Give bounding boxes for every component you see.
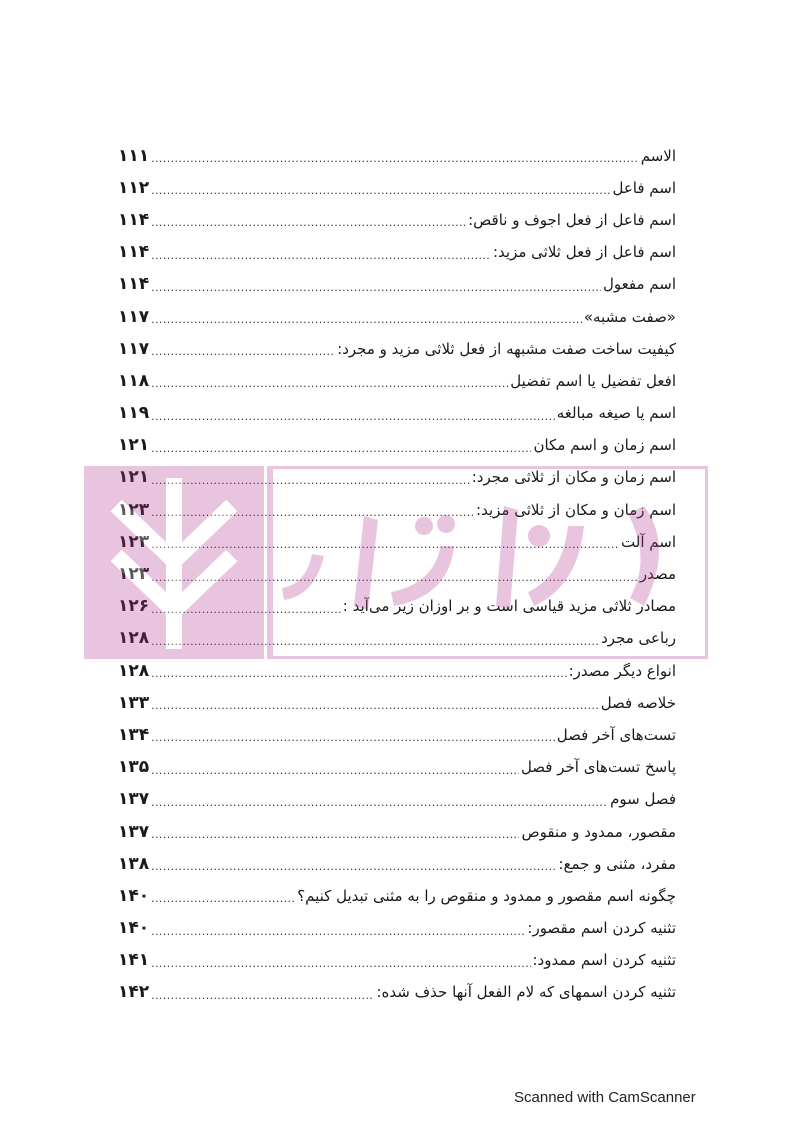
toc-page-number: ۱۱۷ <box>118 338 150 359</box>
toc-page-number: ۱۱۴ <box>118 209 150 230</box>
toc-dot-leader <box>151 212 466 228</box>
toc-entry-title: چگونه اسم مقصور و ممدود و منقوص را به مثنی تبدیل کنیم؟ <box>297 886 676 905</box>
scanner-footer: Scanned with CamScanner <box>514 1089 696 1106</box>
toc-page-number: ۱۴۰ <box>118 918 150 939</box>
toc-dot-leader <box>151 824 519 840</box>
toc-dot-leader <box>151 760 519 776</box>
toc-entry <box>118 301 676 333</box>
toc-dot-leader <box>151 180 610 196</box>
toc-dot-leader <box>151 373 508 389</box>
toc-page-number: ۱۲۱ <box>118 467 150 488</box>
toc-page-number: ۱۳۴ <box>118 724 150 745</box>
toc-entry-title: رباعی مجرد <box>601 629 676 648</box>
toc-dot-leader <box>151 438 531 454</box>
toc-entry <box>118 784 676 816</box>
toc-page-number: ۱۱۹ <box>118 403 150 424</box>
toc-page-number: ۱۲۳ <box>118 564 150 585</box>
toc-entry-title: اسم زمان و مکان از ثلاثی مزید: <box>476 500 676 519</box>
toc-page-number: ۱۱۱ <box>118 145 150 166</box>
toc-page-number: ۱۴۰ <box>118 885 150 906</box>
toc-dot-leader <box>151 921 525 937</box>
toc-entry <box>118 913 676 945</box>
toc-entry <box>118 719 676 751</box>
toc-entry <box>118 365 676 397</box>
toc-entry-title: کیفیت ساخت صفت مشبهه از فعل ثلاثی مزید و مجرد: <box>337 339 676 358</box>
toc-entry-title: پاسخ تست‌های آخر فصل <box>520 758 676 777</box>
toc-dot-leader <box>151 245 491 261</box>
toc-entry-title: اسم فاعل از فعل اجوف و ناقص: <box>468 210 676 229</box>
table-of-contents <box>118 140 676 1009</box>
toc-page-number: ۱۳۳ <box>118 692 150 713</box>
toc-entry <box>118 816 676 848</box>
toc-dot-leader <box>151 277 601 293</box>
toc-entry <box>118 237 676 269</box>
toc-entry <box>118 623 676 655</box>
toc-entry-title: خلاصه فصل <box>600 693 676 712</box>
toc-entry-title: اسم زمان و مکان از ثلاثی مجرد: <box>471 468 676 487</box>
toc-entry <box>118 848 676 880</box>
toc-entry-title: مصادر ثلاثی مزید قیاسی است و بر اوزان زیر می‌آید : <box>342 597 676 616</box>
toc-entry <box>118 977 676 1009</box>
toc-entry <box>118 398 676 430</box>
toc-entry-title: تثنیه کردن اسمهای که لام الفعل آنها حذف شده: <box>376 983 676 1002</box>
toc-page-number: ۱۱۴ <box>118 274 150 295</box>
toc-entry-title: اسم فاعل از فعل ثلاثی مزید: <box>492 243 676 262</box>
toc-dot-leader <box>151 985 374 1001</box>
toc-page-number: ۱۲۳ <box>118 499 150 520</box>
toc-dot-leader <box>151 470 470 486</box>
toc-page-number: ۱۱۲ <box>118 177 150 198</box>
toc-page-number: ۱۲۳ <box>118 531 150 552</box>
toc-page-number: ۱۲۸ <box>118 660 150 681</box>
toc-dot-leader <box>151 663 566 679</box>
toc-dot-leader <box>151 953 530 969</box>
toc-entry-title: اسم مفعول <box>603 275 676 294</box>
toc-entry-title: تثنیه کردن اسم ممدود: <box>532 951 676 970</box>
toc-dot-leader <box>151 148 639 164</box>
toc-dot-leader <box>151 567 638 583</box>
toc-entry <box>118 494 676 526</box>
toc-entry-title: مقصور، ممدود و منقوص <box>521 822 676 841</box>
toc-entry <box>118 269 676 301</box>
toc-page-number: ۱۱۷ <box>118 306 150 327</box>
toc-dot-leader <box>151 631 599 647</box>
toc-entry-title: اسم آلت <box>621 532 676 551</box>
toc-entry <box>118 526 676 558</box>
toc-page-number: ۱۲۱ <box>118 435 150 456</box>
toc-entry <box>118 140 676 172</box>
toc-entry-title: اسم یا صیغه مبالغه <box>556 404 676 423</box>
toc-entry <box>118 462 676 494</box>
toc-dot-leader <box>151 856 556 872</box>
toc-page-number: ۱۲۶ <box>118 596 150 617</box>
toc-entry <box>118 687 676 719</box>
toc-dot-leader <box>151 309 582 325</box>
toc-entry-title: فصل سوم <box>610 790 676 809</box>
toc-dot-leader <box>151 406 555 422</box>
toc-entry-title: افعل تفضیل یا اسم تفضیل <box>510 371 676 390</box>
toc-entry <box>118 945 676 977</box>
toc-dot-leader <box>151 534 619 550</box>
toc-page-number: ۱۱۴ <box>118 242 150 263</box>
toc-entry-title: مفرد، مثنی و جمع: <box>558 854 676 873</box>
toc-entry-title: مصدر <box>639 565 676 584</box>
toc-page-number: ۱۴۲ <box>118 982 150 1003</box>
toc-entry <box>118 172 676 204</box>
toc-entry-title: «صفت مشبه» <box>583 307 676 326</box>
toc-page-number: ۱۳۸ <box>118 853 150 874</box>
toc-entry-title: اسم زمان و اسم مکان <box>533 436 676 455</box>
toc-entry-title: اسم فاعل <box>612 178 676 197</box>
toc-page-number: ۱۳۷ <box>118 789 150 810</box>
toc-dot-leader <box>151 888 295 904</box>
toc-entry <box>118 880 676 912</box>
toc-entry-title: الاسم <box>640 146 676 165</box>
toc-entry-title: انواع دیگر مصدر: <box>568 661 676 680</box>
toc-page-number: ۱۲۸ <box>118 628 150 649</box>
toc-entry-title: تثنیه کردن اسم مقصور: <box>527 919 676 938</box>
toc-page-number: ۱۴۱ <box>118 950 150 971</box>
toc-dot-leader <box>151 502 474 518</box>
toc-dot-leader <box>151 341 335 357</box>
toc-entry <box>118 558 676 590</box>
toc-dot-leader <box>151 695 599 711</box>
toc-dot-leader <box>151 792 608 808</box>
toc-page-number: ۱۳۷ <box>118 821 150 842</box>
toc-entry <box>118 430 676 462</box>
toc-dot-leader <box>151 727 555 743</box>
toc-entry <box>118 655 676 687</box>
toc-page-number: ۱۳۵ <box>118 757 150 778</box>
toc-entry <box>118 752 676 784</box>
toc-dot-leader <box>151 599 341 615</box>
toc-entry <box>118 591 676 623</box>
toc-entry <box>118 333 676 365</box>
toc-page-number: ۱۱۸ <box>118 370 150 391</box>
toc-entry <box>118 204 676 236</box>
toc-entry-title: تست‌های آخر فصل <box>556 725 676 744</box>
